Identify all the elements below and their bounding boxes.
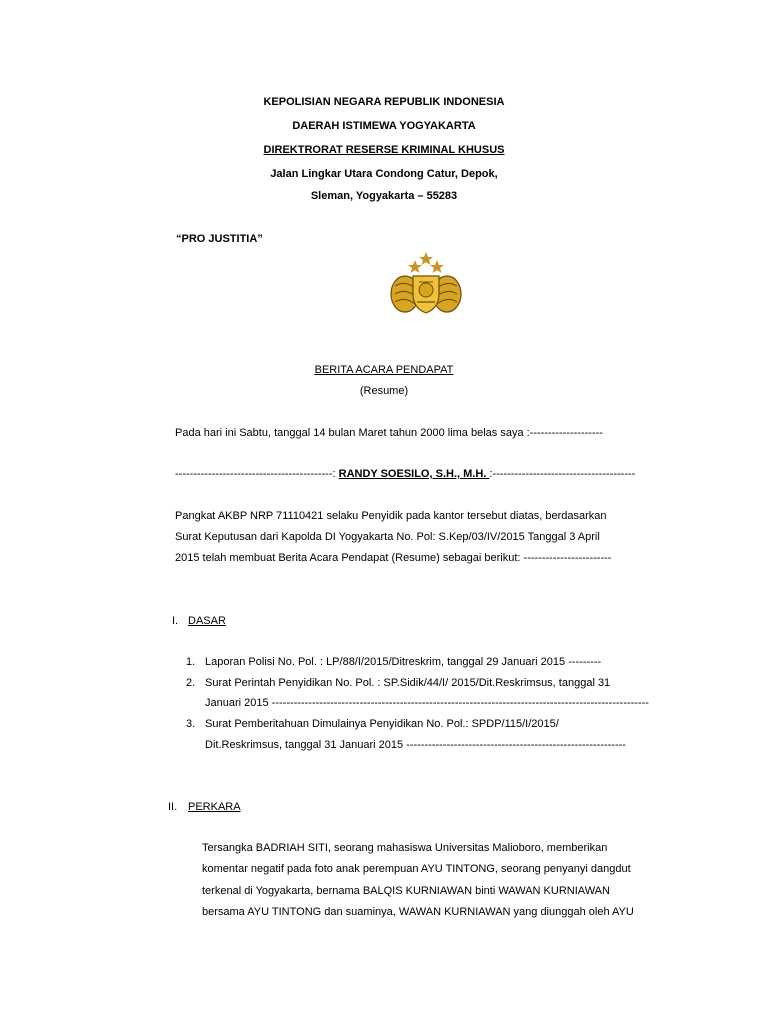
case-line-1: Tersangka BADRIAH SITI, seorang mahasiswa Universitas Malioboro, memberikan: [202, 842, 608, 854]
section-2-numeral: II.: [168, 801, 178, 813]
intro-line-1: Pangkat AKBP NRP 71110421 selaku Penyidik pada kantor tersebut diatas, berdasarkan: [175, 510, 607, 522]
agency-name: KEPOLISIAN NEGARA REPUBLIK INDONESIA: [263, 96, 505, 108]
police-emblem-icon: [385, 250, 467, 316]
opening-line-1: Pada hari ini Sabtu, tanggal 14 bulan Maret tahun 2000 lima belas saya :--------------------: [175, 427, 603, 439]
document-title: BERITA ACARA PENDAPAT: [314, 364, 454, 376]
section-2-title: PERKARA: [188, 801, 241, 813]
section-1-numeral: I.: [172, 615, 179, 627]
list-item-text: Surat Perintah Penyidikan No. Pol. : SP.Sidik/44/I/ 2015/Dit.Reskrimsus, tanggal 31: [205, 677, 611, 689]
list-item-number: 3.: [186, 718, 196, 730]
investigator-name: RANDY SOESILO, S.H., M.H.: [338, 468, 490, 480]
address-line-2: Sleman, Yogyakarta – 55283: [310, 190, 458, 202]
case-line-2: komentar negatif pada foto anak perempuan AYU TINTONG, seorang penyanyi dangdut: [202, 863, 631, 875]
list-item-text: Januari 2015 -------------------------------------------------------------------------------------------------------: [205, 697, 649, 709]
list-item-number: 2.: [186, 677, 196, 689]
intro-line-3: 2015 telah membuat Berita Acara Pendapat (Resume) sebagai berikut: ------------------------: [175, 552, 612, 564]
opening-line-2: [175, 467, 655, 481]
list-item-number: 1.: [186, 656, 196, 668]
address-line-1: Jalan Lingkar Utara Condong Catur, Depok,: [270, 168, 498, 180]
emblem-stars: [408, 252, 444, 273]
document-subtitle: (Resume): [359, 385, 409, 397]
list-item-text: Surat Pemberitahuan Dimulainya Penyidikan No. Pol.: SPDP/115/I/2015/: [205, 718, 559, 730]
opening-dashes-suffix: :---------------------------------------: [489, 468, 636, 480]
list-item-text: Laporan Polisi No. Pol. : LP/88/I/2015/Ditreskrim, tanggal 29 Januari 2015 ---------: [205, 656, 602, 668]
pro-justitia: “PRO JUSTITIA”: [176, 233, 263, 245]
case-line-3: terkenal di Yogyakarta, bernama BALQIS KURNIAWAN binti WAWAN KURNIAWAN: [202, 885, 610, 897]
section-1-title: DASAR: [188, 615, 226, 627]
opening-dashes-prefix: -------------------------------------------:: [175, 468, 339, 480]
intro-line-2: Surat Keputusan dari Kapolda DI Yogyakarta No. Pol: S.Kep/03/IV/2015 Tanggal 3 April: [175, 531, 600, 543]
case-line-4: bersama AYU TINTONG dan suaminya, WAWAN KURNIAWAN yang diunggah oleh AYU: [202, 906, 634, 918]
list-item-text: Dit.Reskrimsus, tanggal 31 Januari 2015 ------------------------------------------------------------: [205, 739, 626, 751]
region-name: DAERAH ISTIMEWA YOGYAKARTA: [292, 120, 476, 132]
directorate-name: DIREKTRORAT RESERSE KRIMINAL KHUSUS: [263, 144, 505, 156]
